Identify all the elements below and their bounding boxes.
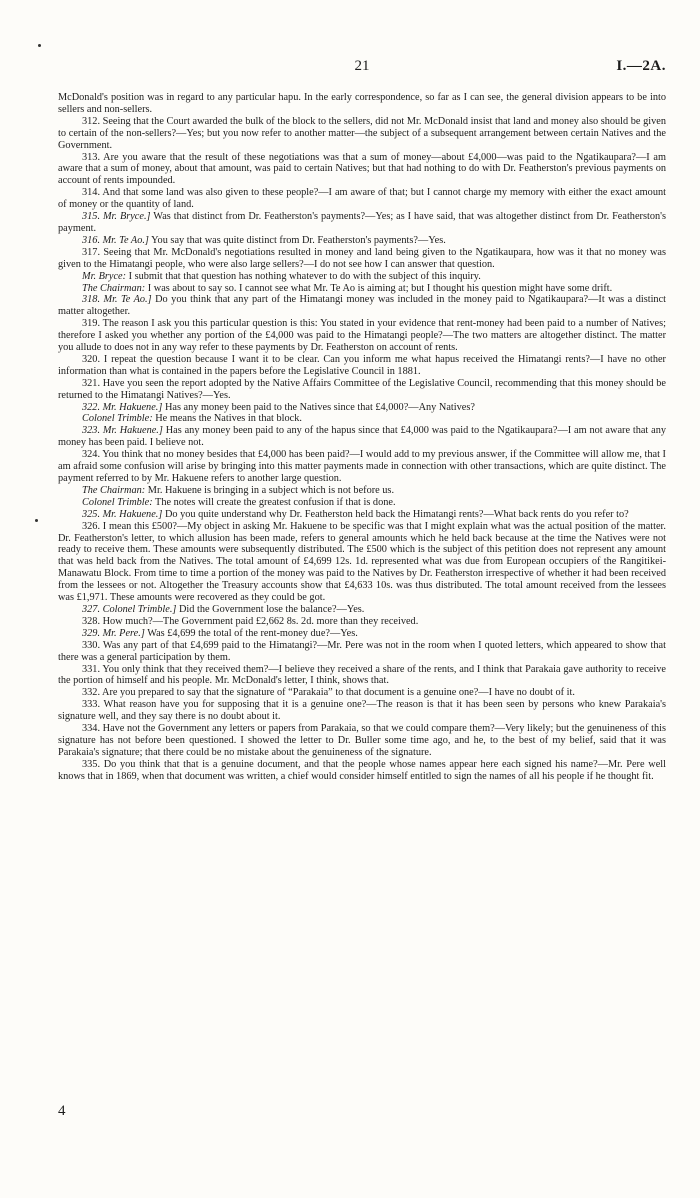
paragraph (58, 354, 666, 378)
paragraph-text: Was £4,699 the total of the rent-money due?—Yes. (147, 627, 358, 639)
paragraph (58, 664, 666, 688)
paragraph-text: McDonald's position was in regard to any particular hapu. In the early correspondence, so far as I can see, the general division appears to be into sellers and non-sellers. (58, 92, 666, 115)
paragraph-text: He means the Natives in that block. (155, 413, 302, 425)
paragraph-text: Mr. Hakuene is bringing in a subject which is not before us. (147, 484, 395, 496)
paragraph-text: 312. Seeing that the Court awarded the bulk of the block to the sellers, did not Mr. McDonald insist that land and money also should be given to certain of the non-sellers?—Yes; but you now refer to another matter—the subject of a subsequent arrangement between certain Natives and the Government. (58, 115, 666, 151)
paragraph-text: Has any money been paid to any of the hapus since that £4,000 was paid to the Ngatikaupara?—I am not aware that any money has been paid. I believe not. (58, 425, 667, 449)
paragraph (58, 402, 666, 414)
paragraph-text: 332. Are you prepared to say that the signature of “Parakaia” to that document is a genuine one?—I have no doubt of it. (82, 687, 575, 699)
paragraph (58, 413, 666, 425)
paragraph-text: 331. You only think that they received them?—I believe they received a share of the rents, and I think that Parakaia gave authority to receive the portion of himself and his people. Mr. McDonald's letter, I think, shows that. (58, 663, 666, 687)
paragraph-text: 328. How much?—The Government paid £2,662 8s. 2d. more than they received. (82, 615, 419, 627)
page-header (58, 58, 666, 80)
margin-dot-mark (35, 519, 38, 522)
folio-signature: 4 (58, 1103, 66, 1119)
paragraph (58, 116, 666, 152)
speaker-label: 329. Mr. Pere.] (82, 627, 145, 639)
speaker-label: 318. Mr. Te Ao.] (82, 294, 152, 306)
paper-reference: I.—2A. (616, 58, 666, 74)
paragraph (58, 521, 666, 604)
speaker-label: Colonel Trimble: (82, 413, 153, 425)
paragraph (58, 187, 666, 211)
paragraph (58, 152, 666, 188)
paragraph (58, 497, 666, 509)
paragraph-text: 335. Do you think that that is a genuine document, and that the people whose names appear here each signed his name?—Mr. Pere well knows that in 1869, when that document was written, a chief would consider himself entitled to sign the names of all his people if he thought fit. (58, 758, 666, 782)
paragraph-text: 317. Seeing that Mr. McDonald's negotiations resulted in money and land being given to the Ngatikaupara, how was it that no money was given to the Himatangi people, who were also large sellers?—I do not see how I can answer that question. (58, 246, 666, 270)
paragraph (58, 247, 666, 271)
speaker-label: 316. Mr. Te Ao.] (82, 234, 149, 246)
speaker-label: 322. Mr. Hakuene.] (82, 401, 163, 413)
paragraph (58, 211, 666, 235)
paragraph (58, 509, 666, 521)
paragraph (58, 723, 666, 759)
paragraph (58, 294, 666, 318)
paragraph (58, 283, 666, 295)
speaker-label: Colonel Trimble: (82, 496, 153, 508)
speaker-label: The Chairman: (82, 282, 146, 294)
document-body (58, 92, 666, 783)
paragraph (58, 485, 666, 497)
paragraph (58, 628, 666, 640)
paragraph (58, 687, 666, 699)
paragraph (58, 449, 666, 485)
paragraph (58, 92, 666, 116)
speaker-label: 315. Mr. Bryce.] (82, 211, 151, 223)
paragraph (58, 318, 666, 354)
paragraph-text: 324. You think that no money besides that £4,000 has been paid?—I would add to my previous answer, if the Committee will allow me, that I am afraid some confusion will arise by bringing into this matter payments made in connection with other transactions, which are quite distinct. The payment referred to by Mr. Hakuene refers to another large question. (58, 449, 666, 484)
speaker-label: 327. Colonel Trimble.] (82, 603, 177, 615)
speaker-label: 323. Mr. Hakuene.] (82, 425, 163, 437)
paragraph (58, 378, 666, 402)
paragraph-text: 330. Was any part of that £4,699 paid to the Himatangi?—Mr. Pere was not in the room when I quoted letters, which appeared to show that there was a general participation by them. (58, 639, 666, 663)
paragraph (58, 271, 666, 283)
paragraph-text: 321. Have you seen the report adopted by the Native Affairs Committee of the Legislative Council, recommending that this money should be returned to the Himatangi Natives?—Yes. (58, 377, 666, 401)
printer-dot-mark (38, 44, 41, 47)
speaker-label: Mr. Bryce: (82, 270, 127, 282)
speaker-label: 325. Mr. Hakuene.] (82, 508, 163, 520)
paragraph (58, 759, 666, 783)
paragraph-text: I submit that that question has nothing whatever to do with the subject of this inquiry. (128, 270, 481, 282)
paragraph (58, 425, 666, 449)
paragraph-text: You say that was quite distinct from Dr. Featherston's payments?—Yes. (151, 234, 446, 246)
speaker-label: The Chairman: (82, 484, 146, 496)
paragraph-text: 313. Are you aware that the result of these negotiations was that a sum of money—about £4,000—was paid to the Ngatikaupara?—I am aware that a sum of money, about that amount, was paid to certain Natives; but that had nothing to do with Dr. Featherston's previous payments on account of rents impounded. (58, 151, 666, 187)
paragraph-text: The notes will create the greatest confusion if that is done. (155, 496, 396, 508)
paragraph-text: 319. The reason I ask you this particular question is this: You stated in your evidence that rent-money had been paid to a number of Natives; therefore I asked you whether any portion of the £4,000 was paid to the Himatangi people?—The two matters are altogether distinct. The matter you allude to does not in any way refer to these payments by Dr. Featherston on account of rents. (58, 318, 666, 354)
paragraph-text: Did the Government lose the balance?—Yes. (178, 603, 365, 615)
paragraph-text: Was that distinct from Dr. Featherston's payments?—Yes; as I have said, that was altogether distinct from Dr. Featherston's payment. (58, 211, 666, 234)
paragraph-text: Do you think that any part of the Himatangi money was included in the money paid to Ngatikaupara?—It was a distinct matter altogether. (58, 294, 667, 318)
paragraph-text: I was about to say so. I cannot see what Mr. Te Ao is aiming at; but I thought his question might have some drift. (147, 282, 613, 294)
paragraph-text: 333. What reason have you for supposing that it is a genuine one?—The reason is that it has been seen by persons who knew Parakaia's signature well, and they say there is no doubt about it. (58, 699, 666, 723)
page-number: 21 (354, 58, 370, 74)
paragraph-text: Do you quite understand why Dr. Featherston held back the Himatangi rents?—What back rents do you refer to? (164, 508, 629, 520)
paragraph-text: 326. I mean this £500?—My object in asking Mr. Hakuene to be specific was that I might explain what was the actual position of the matter. Dr. Featherston's letter, to which allusion has been made, refers to general amounts which he held back because at the time the Natives were not ready to receive them. These amounts were subsequently distributed. The £500 which is the subject of this petition does not represent any amount that was held back from the Natives. The total amount of £4,699 12s. 1d. represented what was due from European occupiers of the Rangitikei-Manawatu Block. From time to time a portion of the money was paid to the Natives by Dr. Featherston irrespective of whether it had been received from the lessees or not. Altogether the Treasury accounts show that £4,633 10s. was thus distributed. The total amount received from the lessees was £1,971. These amounts were recovered as they could be got. (58, 520, 666, 604)
paragraph (58, 699, 666, 723)
paragraph (58, 640, 666, 664)
paragraph-text: 314. And that some land was also given to these people?—I am aware of that; but I cannot charge my memory with either the exact amount of money or the quantity of land. (58, 187, 666, 211)
paragraph (58, 616, 666, 628)
paragraph-text: Has any money been paid to the Natives since that £4,000?—Any Natives? (164, 401, 475, 413)
paragraph (58, 604, 666, 616)
paragraph-text: 320. I repeat the question because I want it to be clear. Can you inform me what hapus received the Himatangi rents?—I have no other information than what is contained in the papers before the Legislative Council in 1881. (58, 353, 666, 377)
paragraph (58, 235, 666, 247)
paragraph-text: 334. Have not the Government any letters or papers from Parakaia, so that we could compare them?—Very likely; but the genuineness of this signature has not before been questioned. I showed the letter to Dr. Buller some time ago, and he, to the best of my belief, said that it was Parakaia's signature; that there could be no mistake about the genuineness of the signature. (58, 723, 666, 758)
